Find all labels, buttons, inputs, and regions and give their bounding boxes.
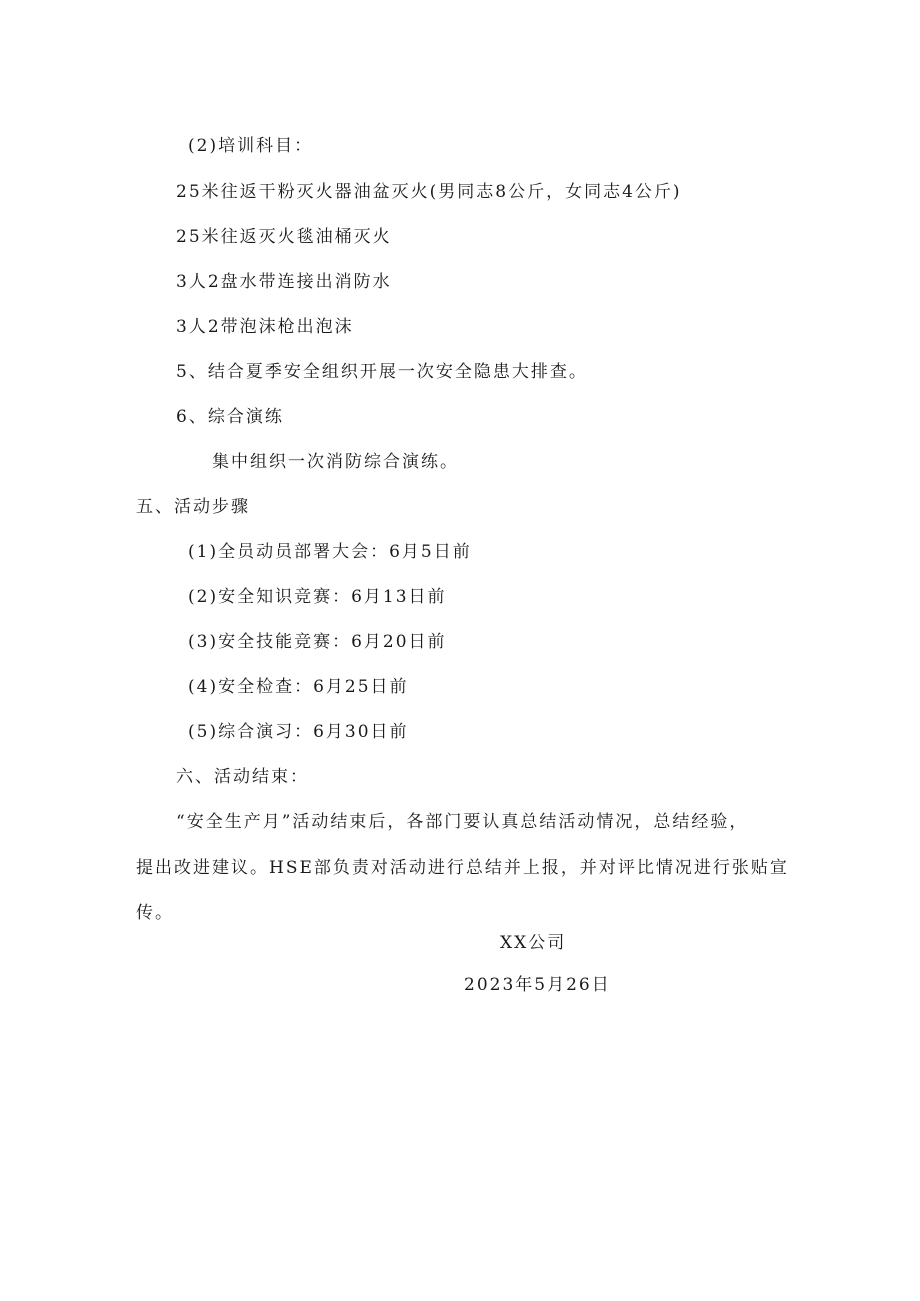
training-item-foam: 3人2带泡沫枪出泡沫 bbox=[176, 317, 354, 337]
conclusion-paragraph-line-2: 提出改进建议。HSE部负责对活动进行总结并上报，并对评比情况进行张贴宣 bbox=[136, 858, 789, 878]
step-2: (2)安全知识竞赛：6月13日前 bbox=[188, 587, 447, 607]
item-5-hazard-check: 5、结合夏季安全组织开展一次安全隐患大排查。 bbox=[176, 362, 588, 382]
training-item-blanket: 25米往返灭火毯油桶灭火 bbox=[176, 227, 392, 247]
step-1: (1)全员动员部署大会：6月5日前 bbox=[188, 542, 472, 562]
training-subjects-heading: (2)培训科目： bbox=[188, 136, 314, 156]
training-item-extinguisher: 25米往返干粉灭火器油盆灭火(男同志8公斤，女同志4公斤) bbox=[176, 182, 682, 202]
item-6-drill-heading: 6、综合演练 bbox=[176, 407, 284, 427]
step-3: (3)安全技能竞赛：6月20日前 bbox=[188, 632, 447, 652]
training-item-hose: 3人2盘水带连接出消防水 bbox=[176, 272, 392, 292]
conclusion-paragraph-line-3: 传。 bbox=[136, 903, 174, 923]
conclusion-paragraph-line-1: “安全生产月”活动结束后，各部门要认真总结活动情况，总结经验， bbox=[176, 812, 749, 832]
signature-company: XX公司 bbox=[500, 933, 567, 953]
step-5: (5)综合演习：6月30日前 bbox=[188, 722, 409, 742]
drill-description: 集中组织一次消防综合演练。 bbox=[212, 452, 459, 472]
step-4: (4)安全检查：6月25日前 bbox=[188, 677, 409, 697]
section-6-heading: 六、活动结束： bbox=[176, 767, 309, 787]
section-5-heading: 五、活动步骤 bbox=[136, 497, 250, 517]
signature-date: 2023年5月26日 bbox=[464, 975, 611, 995]
